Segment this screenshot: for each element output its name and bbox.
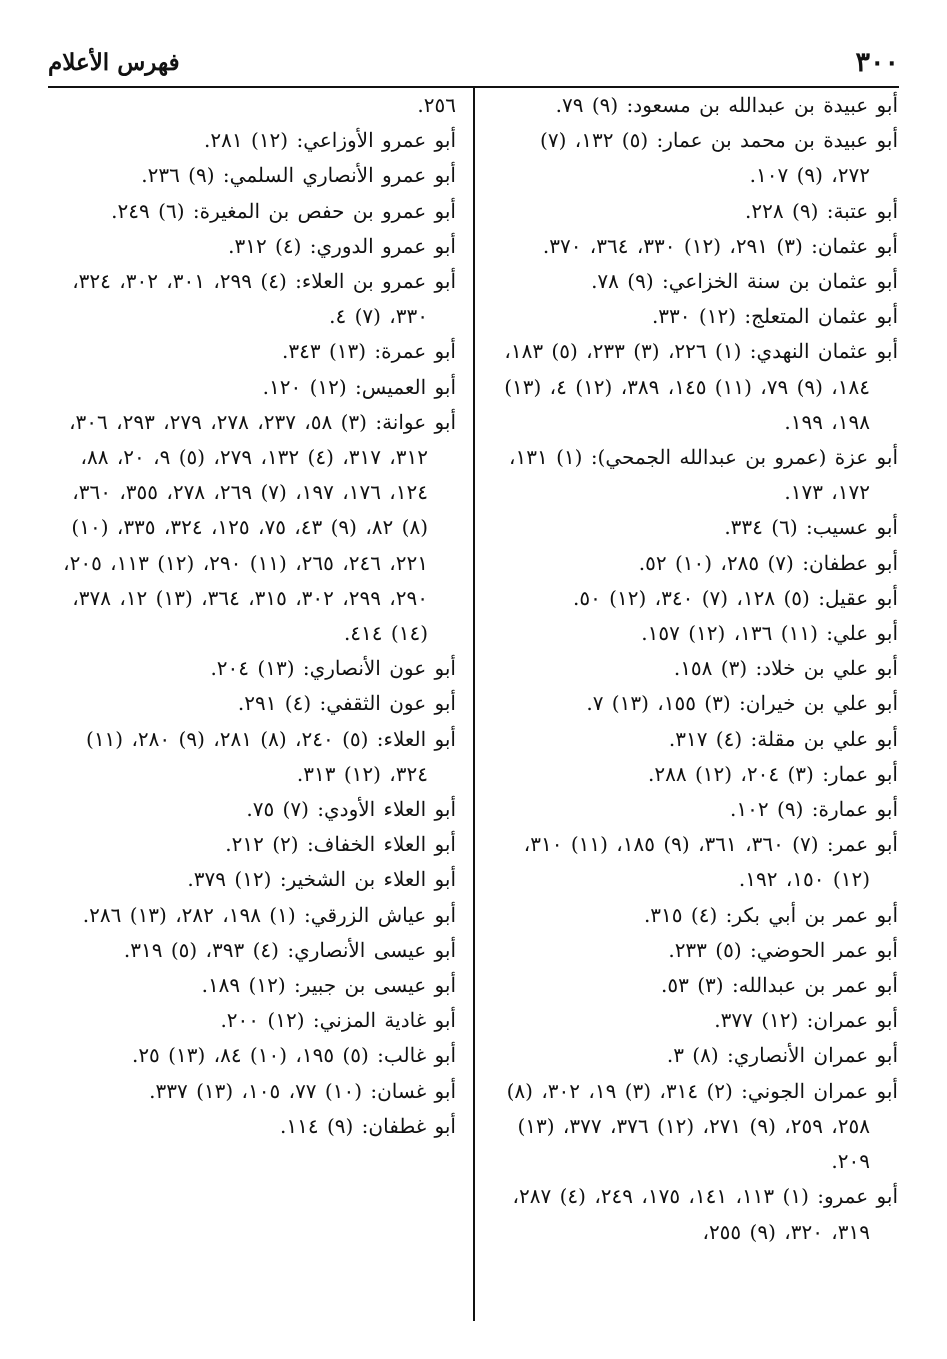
index-entry: أبو عمرو الأوزاعي: (١٢) ٢٨١. xyxy=(204,128,456,153)
index-entry: أبو عون الثقفي: (٤) ٢٩١. xyxy=(237,691,456,716)
index-entry: أبو عيسى الأنصاري: (٤) ٣٩٣، (٥) ٣١٩. xyxy=(123,937,456,962)
index-entry: أبو علي بن خلاد: (٣) ١٥٨. xyxy=(673,656,898,681)
index-entry: أبو العلاء بن الشخير: (١٢) ٣٧٩. xyxy=(187,867,456,892)
index-entry: أبو علي بن مقلة: (٤) ٣١٧. xyxy=(668,726,898,751)
index-entry: أبو عتبة: (٩) ٢٢٨. xyxy=(745,198,898,223)
index-entry: أبو العلاء الأودي: (٧) ٧٥. xyxy=(246,797,456,822)
index-entry: أبو علي بن خيران: (٣) ١٥٥، (١٣) ٧. xyxy=(586,691,898,716)
index-entry: أبو عمارة: (٩) ١٠٢. xyxy=(730,797,898,822)
index-entry: أبو علي: (١١) ١٣٦، (١٢) ١٥٧. xyxy=(641,621,898,646)
index-entry: أبو عمرو الأنصاري السلمي: (٩) ٢٣٦. xyxy=(141,163,456,188)
index-entry: أبو عبيدة بن عبدالله بن مسعود: (٩) ٧٩. xyxy=(555,93,898,117)
index-entry: أبو عمران الجوني: (٢) ٣١٤، (٣) ١٩، ٣٠٢، (٨) ٢٥٨، ٢٥٩، (٩) ٢٧١، (١٢) ٣٧٦، ٣٧٧، (١٣) ٢٠٩. xyxy=(506,1078,898,1174)
right-column xyxy=(498,88,898,1250)
index-entry: أبو العميس: (١٢) ١٢٠. xyxy=(262,374,456,399)
index-entry: أبو عمرو الدوري: (٤) ٣١٢. xyxy=(228,233,456,258)
index-entry: أبو العلاء الخفاف: (٢) ٢١٢. xyxy=(225,832,456,857)
index-entry: أبو غسان: (١٠) ٧٧، ١٠٥، (١٣) ٣٣٧. xyxy=(149,1078,456,1103)
index-entry: أبو عمر بن أبي بكر: (٤) ٣١٥. xyxy=(643,902,898,927)
index-entry: أبو عثمان بن سنة الخزاعي: (٩) ٧٨. xyxy=(591,269,898,294)
page-header xyxy=(48,34,899,90)
page-number: ٣٠٠ xyxy=(855,46,899,78)
index-entry: أبو عمرو بن العلاء: (٤) ٢٩٩، ٣٠١، ٣٠٢، ٣٢٤، ٣٣٠، (٧) ٤. xyxy=(72,269,456,329)
index-entry: أبو عزة (عمرو بن عبدالله الجمحي): (١) ١٣١، ١٧٢، ١٧٣. xyxy=(509,445,898,505)
index-entry: أبو غطفان: (٩) ١١٤. xyxy=(280,1113,456,1138)
index-entry: أبو عقيل: (٥) ١٢٨، (٧) ٣٤٠، (١٢) ٥٠. xyxy=(572,585,898,610)
index-entry: أبو عمرة: (١٣) ٣٤٣. xyxy=(282,339,456,364)
running-title: فهرس الأعلام xyxy=(48,48,180,76)
index-entry: أبو عمرو بن حفص بن المغيرة: (٦) ٢٤٩. xyxy=(111,198,456,223)
index-entry: أبو عثمان المتعلج: (١٢) ٣٣٠. xyxy=(651,304,898,329)
index-entry: أبو عمران الأنصاري: (٨) ٣. xyxy=(666,1043,898,1068)
index-entry: ٢٥٦. xyxy=(417,93,456,117)
index-entry: أبو عثمان: (٣) ٢٩١، (١٢) ٣٣٠، ٣٦٤، ٣٧٠. xyxy=(542,233,898,258)
index-entry: أبو غالب: (٥) ١٩٥، (١٠) ٨٤، (١٣) ٢٥. xyxy=(131,1043,456,1068)
index-entry: أبو عمران: (١٢) ٣٧٧. xyxy=(714,1008,898,1033)
index-entry: أبو عمرو: (١) ١١٣، ١٤١، ١٧٥، ٢٤٩، (٤) ٢٨٧، ٣١٩، ٣٢٠، (٩) ٢٥٥، xyxy=(512,1184,898,1244)
index-entry: أبو غادية المزني: (١٢) ٢٠٠. xyxy=(220,1008,456,1033)
index-entry: أبو عياش الزرقي: (١) ١٩٨، ٢٨٢، (١٣) ٢٨٦. xyxy=(82,902,456,927)
column-divider xyxy=(473,86,475,1321)
index-entry: أبو عمر الحوضي: (٥) ٢٣٣. xyxy=(668,937,898,962)
index-entry: أبو عطفان: (٧) ٢٨٥، (١٠) ٥٢. xyxy=(638,550,898,575)
index-entry: أبو عون الأنصاري: (١٣) ٢٠٤. xyxy=(210,656,456,681)
index-entry: أبو العلاء: (٥) ٢٤٠، (٨) ٢٨١، (٩) ٢٨٠، (١١) ٣٢٤، (١٢) ٣١٣. xyxy=(86,726,456,786)
index-entry: أبو عمر بن عبدالله: (٣) ٥٣. xyxy=(661,973,898,998)
index-entry: أبو عثمان النهدي: (١) ٢٢٦، (٣) ٢٣٣، (٥) ١٨٣، ١٨٤، (٩) ٧٩، (١١) ١٤٥، ٣٨٩، (١٢) ٤، (١٣) ١٩٨، ١٩٩. xyxy=(504,339,898,434)
index-entry: أبو عيسى بن جبير: (١٢) ١٨٩. xyxy=(201,973,456,998)
index-entry: أبو عمر: (٧) ٣٦٠، ٣٦١، (٩) ١٨٥، (١١) ٣١٠، (١٢) ١٥٠، ١٩٢. xyxy=(523,832,898,892)
index-entry: أبو عوانة: (٣) ٥٨، ٢٣٧، ٢٧٨، ٢٧٩، ٢٩٣، ٣٠٦، ٣١٢، ٣١٧، (٤) ١٣٢، ٢٧٩، (٥) ٩، ٢٠، ٨٨، ١٢٤، ١٧٦، ١٩٧، (٧) ٢٦٩، ٢٧٨، ٣٥٥، ٣٦٠، (٨) ٨٢، (٩) ٤٣، ٧٥، ١٢٥، ٣٢٤، ٣٣٥، (١٠) ٢٢١، ٢٤٦، ٢٦٥، (١١) ٢٩٠، (١٢) ١١٣، ٢٠٥، ٢٩٠، ٢٩٩، ٣٠٢، ٣١٥، ٣٦٤، (١٣) ١٢، ٣٧٨، (١٤) ٤١٤. xyxy=(63,409,456,646)
index-entry: أبو عبيدة بن محمد بن عمار: (٥) ١٣٢، (٧) ٢٧٢، (٩) ١٠٧. xyxy=(540,128,898,188)
index-entry: أبو عسيب: (٦) ٣٣٤. xyxy=(724,515,898,540)
index-entry: أبو عمار: (٣) ٢٠٤، (١٢) ٢٨٨. xyxy=(648,761,898,786)
left-column xyxy=(56,88,456,1144)
